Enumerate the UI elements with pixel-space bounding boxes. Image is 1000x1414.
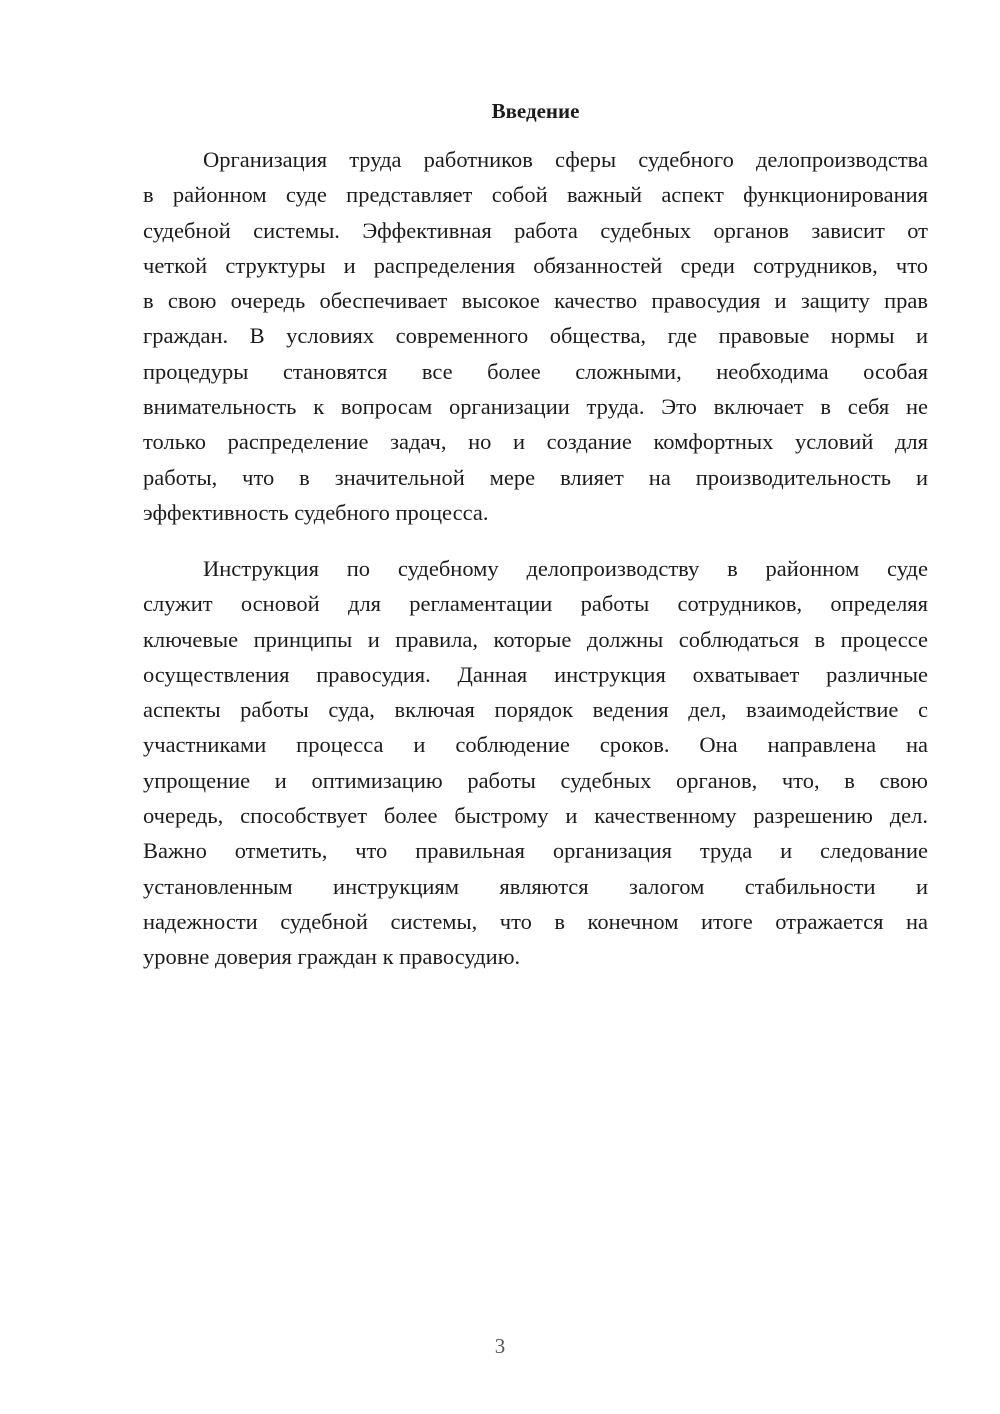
text-line: четкой структуры и распределения обязанностей среди сотрудников, что: [143, 252, 928, 278]
text-line: граждан. В условиях современного общества, где правовые нормы и: [143, 323, 928, 349]
text-line: участниками процесса и соблюдение сроков. Она направлена на: [143, 732, 928, 758]
text-line: судебной системы. Эффективная работа судебных органов зависит от: [143, 217, 928, 243]
text-line: надежности судебной системы, что в конечном итоге отражается на: [143, 908, 928, 934]
text-line: осуществления правосудия. Данная инструкция охватывает различные: [143, 661, 928, 687]
text-line: уровне доверия граждан к правосудию.: [143, 944, 521, 970]
section-title: Введение: [491, 99, 580, 123]
text-line: внимательность к вопросам организации труда. Это включает в себя не: [143, 394, 928, 420]
text-line: Инструкция по судебному делопроизводству в районном суде: [203, 556, 928, 581]
text-line: в районном суде представляет собой важный аспект функционирования: [143, 182, 928, 208]
paragraph-1: [143, 142, 928, 530]
text-line: аспекты работы суда, включая порядок ведения дел, взаимодействие с: [143, 697, 928, 723]
text-line: работы, что в значительной мере влияет на производительность и: [143, 464, 928, 490]
text-line: только распределение задач, но и создание комфортных условий для: [143, 429, 928, 455]
page-number: 3: [494, 1334, 506, 1358]
text-line: в свою очередь обеспечивает высокое качество правосудия и защиту прав: [143, 288, 928, 314]
text-line: очередь, способствует более быстрому и качественному разрешению дел.: [143, 803, 928, 829]
text-line: установленным инструкциям являются залогом стабильности и: [143, 873, 928, 899]
text-line: ключевые принципы и правила, которые должны соблюдаться в процессе: [143, 626, 928, 652]
paragraph-2: [143, 551, 928, 975]
text-line: Организация труда работников сферы судебного делопроизводства: [203, 147, 928, 172]
text-line: упрощение и оптимизацию работы судебных органов, что, в свою: [143, 767, 928, 793]
text-line: служит основой для регламентации работы сотрудников, определяя: [143, 591, 928, 617]
text-line: эффективность судебного процесса.: [143, 499, 489, 525]
text-line: Важно отметить, что правильная организация труда и следование: [143, 838, 928, 864]
text-line: процедуры становятся все более сложными, необходима особая: [143, 358, 928, 384]
